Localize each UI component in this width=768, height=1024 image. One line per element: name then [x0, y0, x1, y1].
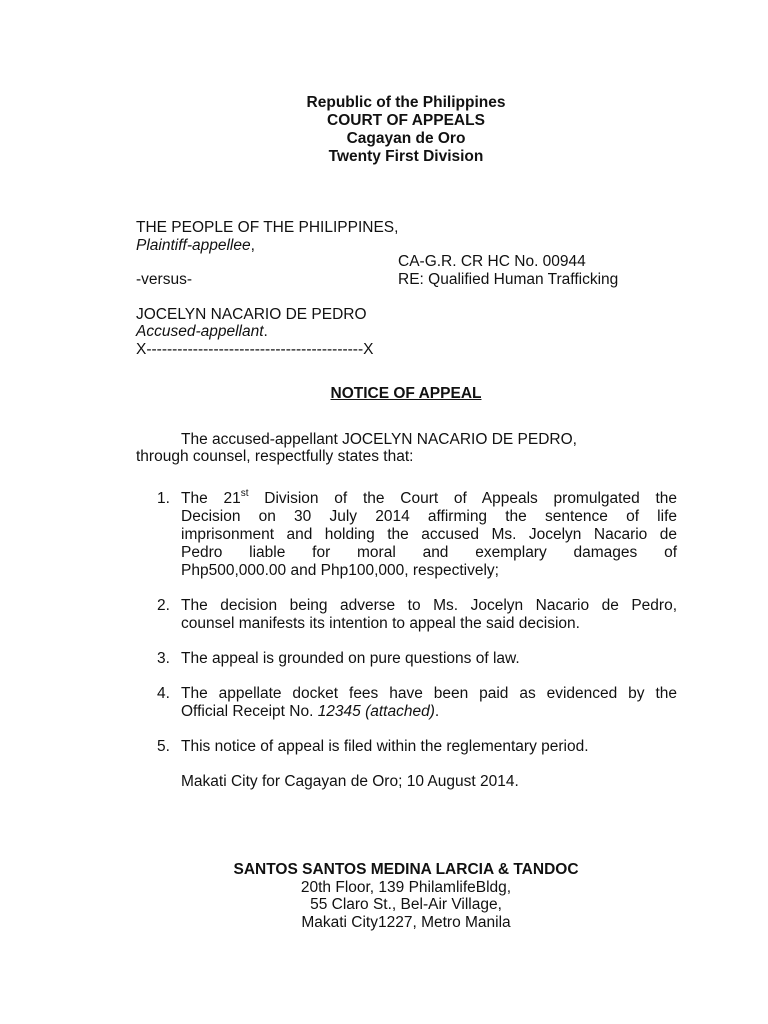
law-firm-name: SANTOS SANTOS MEDINA LARCIA & TANDOC [233, 861, 579, 878]
header-division: Twenty First Division [328, 148, 484, 165]
list-item-line: Decision on 30 July 2014 affirming the sentence of life [181, 508, 677, 525]
list-item-line [181, 703, 677, 721]
list-item-5 [157, 738, 677, 756]
intro-line-1: The accused-appellant JOCELYN NACARIO DE PEDRO, [181, 431, 577, 448]
list-item-text: Division of the Court of Appeals promulgated the [248, 490, 678, 507]
place-date: Makati City for Cagayan de Oro; 10 August 2014. [181, 773, 519, 790]
caption-plaintiff-role: Plaintiff-appellee [136, 237, 251, 254]
list-item-text: The 21 [181, 490, 241, 507]
intro-line-2: through counsel, respectfully states that: [136, 448, 414, 465]
list-item-line: The decision being adverse to Ms. Jocelyn Nacario de Pedro, [181, 597, 677, 614]
firm-address-line-1: 20th Floor, 139 PhilamlifeBldg, [300, 879, 512, 896]
ordinal-superscript: st [240, 487, 249, 499]
list-item-number: 3. [157, 650, 170, 667]
list-item-line: This notice of appeal is filed within the reglementary period. [181, 738, 589, 755]
firm-address-line-3: Makati City1227, Metro Manila [301, 914, 511, 931]
list-item-line: The appeal is grounded on pure questions of law. [181, 650, 520, 667]
firm-address-line-2: 55 Claro St., Bel-Air Village, [310, 896, 502, 913]
caption-re: RE: Qualified Human Trafficking [398, 271, 619, 288]
list-item-number: 5. [157, 738, 170, 755]
list-item-line: The appellate docket fees have been paid as evidenced by the [181, 685, 677, 702]
list-item-2 [157, 597, 677, 633]
caption-case-number: CA-G.R. CR HC No. 00944 [398, 253, 586, 270]
list-item-3 [157, 650, 677, 668]
list-item-text: Official Receipt No. [181, 703, 318, 720]
caption-accused-role: Accused-appellant [136, 323, 264, 340]
list-item-line: Php500,000.00 and Php100,000, respectively; [181, 562, 499, 579]
caption-separator: X------------------------------------------X [136, 341, 374, 358]
header-location: Cagayan de Oro [346, 130, 466, 147]
list-item-line: imprisonment and holding the accused Ms. Jocelyn Nacario de [181, 526, 677, 543]
list-item-line: Pedro liable for moral and exemplary damages of [181, 544, 677, 561]
list-item-line [181, 487, 678, 508]
list-item-4 [157, 685, 677, 721]
caption-accused-role-line [136, 323, 268, 341]
receipt-reference: 12345 (attached) [317, 703, 435, 720]
list-item-number: 1. [157, 490, 170, 507]
list-item-text: . [434, 703, 440, 720]
caption-versus: -versus- [136, 271, 192, 288]
header-court: COURT OF APPEALS [327, 112, 485, 129]
header-republic: Republic of the Philippines [306, 94, 506, 111]
list-item-line: counsel manifests its intention to appeal the said decision. [181, 615, 580, 632]
caption-plaintiff-role-suffix: , [250, 237, 255, 254]
caption-accused: JOCELYN NACARIO DE PEDRO [136, 306, 367, 323]
list-item-number: 2. [157, 597, 170, 614]
document-title: NOTICE OF APPEAL [330, 385, 482, 402]
caption-plaintiff: THE PEOPLE OF THE PHILIPPINES, [136, 219, 399, 236]
caption-accused-role-suffix: . [263, 323, 268, 340]
list-item-1 [157, 487, 678, 580]
list-item-number: 4. [157, 685, 170, 702]
caption-plaintiff-role-line [136, 237, 255, 255]
